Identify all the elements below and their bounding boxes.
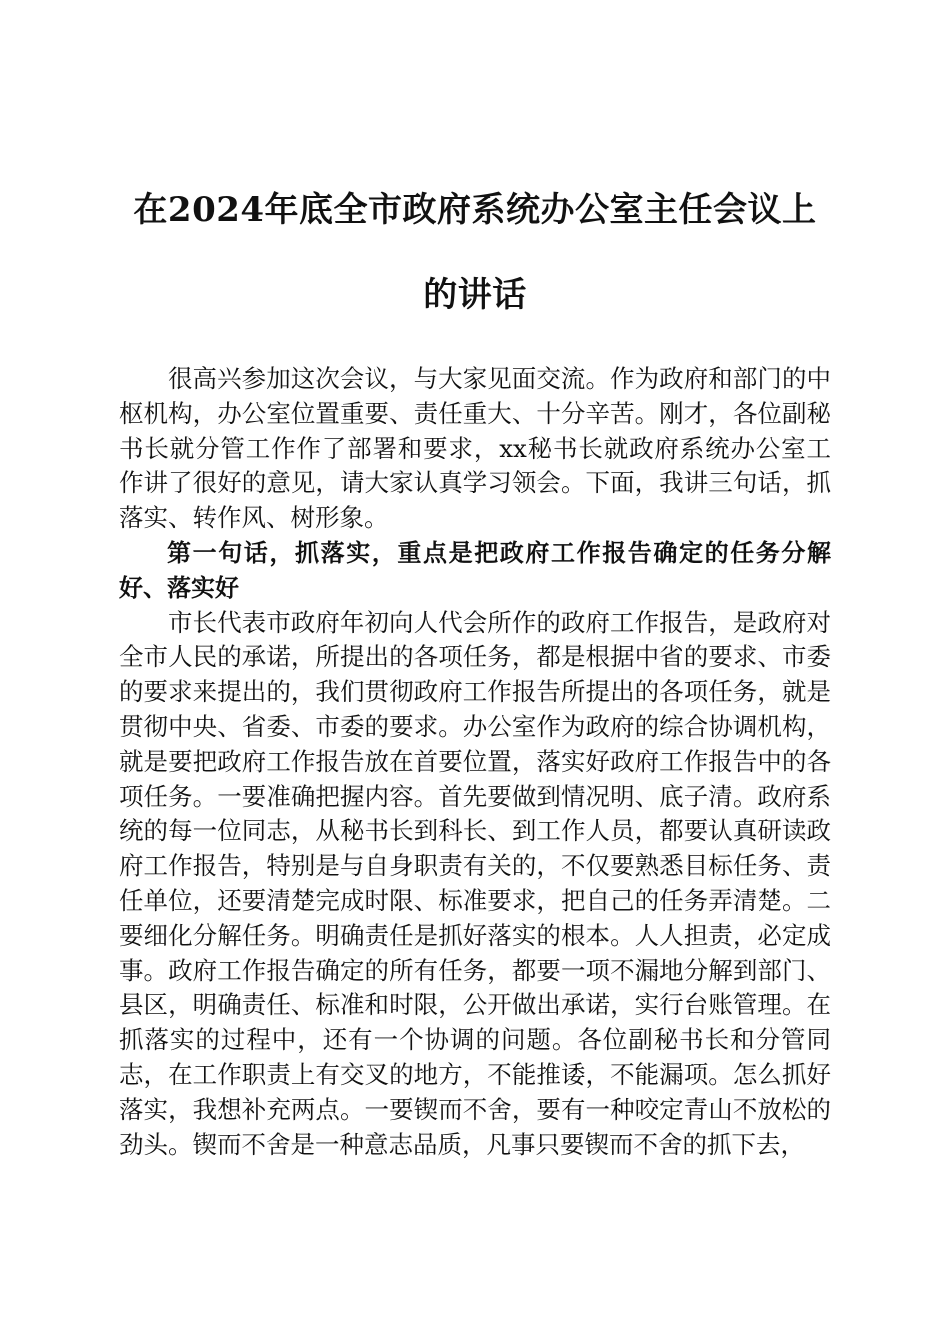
document-title xyxy=(100,168,850,338)
document-body xyxy=(119,362,831,1162)
section-paragraph: 市长代表市政府年初向人代会所作的政府工作报告，是政府对全市人民的承诺，所提出的各项任务，都是根据中省的要求、市委的要求来提出的，我们贯彻政府工作报告所提出的各项任务，就是贯彻中央、省委、市委的要求。办公室作为政府的综合协调机构，就是要把政府工作报告放在首要位置，落实好政府工作报告中的各项任务。一要准确把握内容。首先要做到情况明、底子清。政府系统的每一位同志，从秘书长到科长、到工作人员，都要认真研读政府工作报告，特别是与自身职责有关的，不仅要熟悉目标任务、责任单位，还要清楚完成时限、标准要求，把自己的任务弄清楚。二要细化分解任务。明确责任是抓好落实的根本。人人担责，必定成事。政府工作报告确定的所有任务，都要一项不漏地分解到部门、县区，明确责任、标准和时限，公开做出承诺，实行台账管理。在抓落实的过程中，还有一个协调的问题。各位副秘书长和分管同志，在工作职责上有交叉的地方，不能推诿，不能漏项。怎么抓好落实，我想补充两点。一要锲而不舍，要有一种咬定青山不放松的劲头。锲而不舍是一种意志品质，凡事只要锲而不舍的抓下去， xyxy=(119,607,831,1159)
section-heading: 第一句话，抓落实，重点是把政府工作报告确定的任务分解好、落实好 xyxy=(119,538,831,602)
intro-paragraph: 很高兴参加这次会议，与大家见面交流。作为政府和部门的中枢机构，办公室位置重要、责任重大、十分辛苦。刚才，各位副秘书长就分管工作作了部署和要求，xx秘书长就政府系统办公室工作讲了很好的意见，请大家认真学习领会。下面，我讲三句话，抓落实、转作风、树形象。 xyxy=(119,364,831,533)
title-line-1: 在2024年底全市政府系统办公室主任会议上 xyxy=(133,190,817,230)
title-line-2: 的讲话 xyxy=(423,275,527,315)
